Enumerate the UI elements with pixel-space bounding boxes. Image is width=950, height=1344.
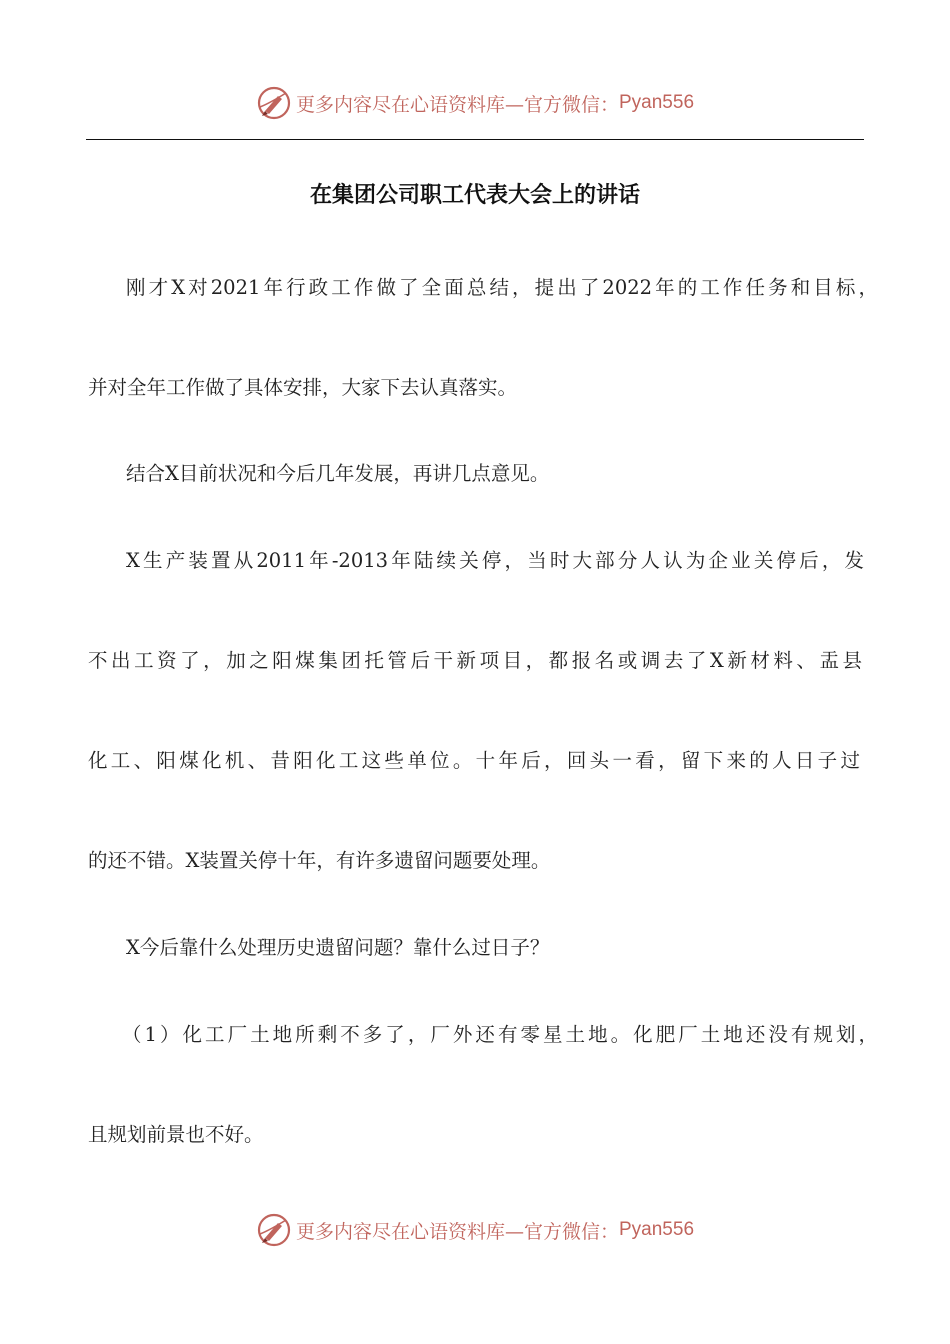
footer-banner: [0, 1210, 950, 1250]
footer-banner-text: 更多内容尽在心语资料库—官方微信：: [295, 1220, 619, 1243]
paragraph-line: 不出工资了，加之阳煤集团托管后干新项目，都报名或调去了X新材料、盂县: [88, 649, 862, 672]
paragraph-line: 刚才X对2021年行政工作做了全面总结，提出了2022年的工作任务和目标，: [126, 276, 878, 299]
paragraph-line: 化工、阳煤化机、昔阳化工这些单位。十年后，回头一看，留下来的人日子过: [88, 749, 860, 772]
header-banner-text: 更多内容尽在心语资料库—官方微信：: [295, 93, 619, 116]
header-divider: [86, 139, 864, 140]
paragraph-line: 且规划前景也不好。: [88, 1123, 264, 1146]
document-title: 在集团公司职工代表大会上的讲话: [309, 183, 640, 208]
header-banner-wechat-id: Pyan556: [619, 92, 695, 113]
paragraph-line: X生产装置从2011年-2013年陆续关停，当时大部分人认为企业关停后，发: [126, 549, 864, 572]
header-banner: [0, 83, 950, 123]
paragraph-line: 结合X目前状况和今后几年发展，再讲几点意见。: [126, 462, 550, 485]
paragraph-line: 的还不错。X装置关停十年，有许多遗留问题要处理。: [88, 849, 551, 872]
pen-nib-logo-icon: [256, 85, 292, 121]
paragraph-line: （1）化工厂土地所剩不多了，厂外还有零星土地。化肥厂土地还没有规划，: [122, 1023, 878, 1046]
footer-banner-wechat-id: Pyan556: [619, 1219, 695, 1240]
paragraph-line: 并对全年工作做了具体安排，大家下去认真落实。: [88, 376, 518, 399]
pen-nib-logo-icon: [256, 1212, 292, 1248]
paragraph-line: X今后靠什么处理历史遗留问题？靠什么过日子？: [126, 936, 550, 959]
